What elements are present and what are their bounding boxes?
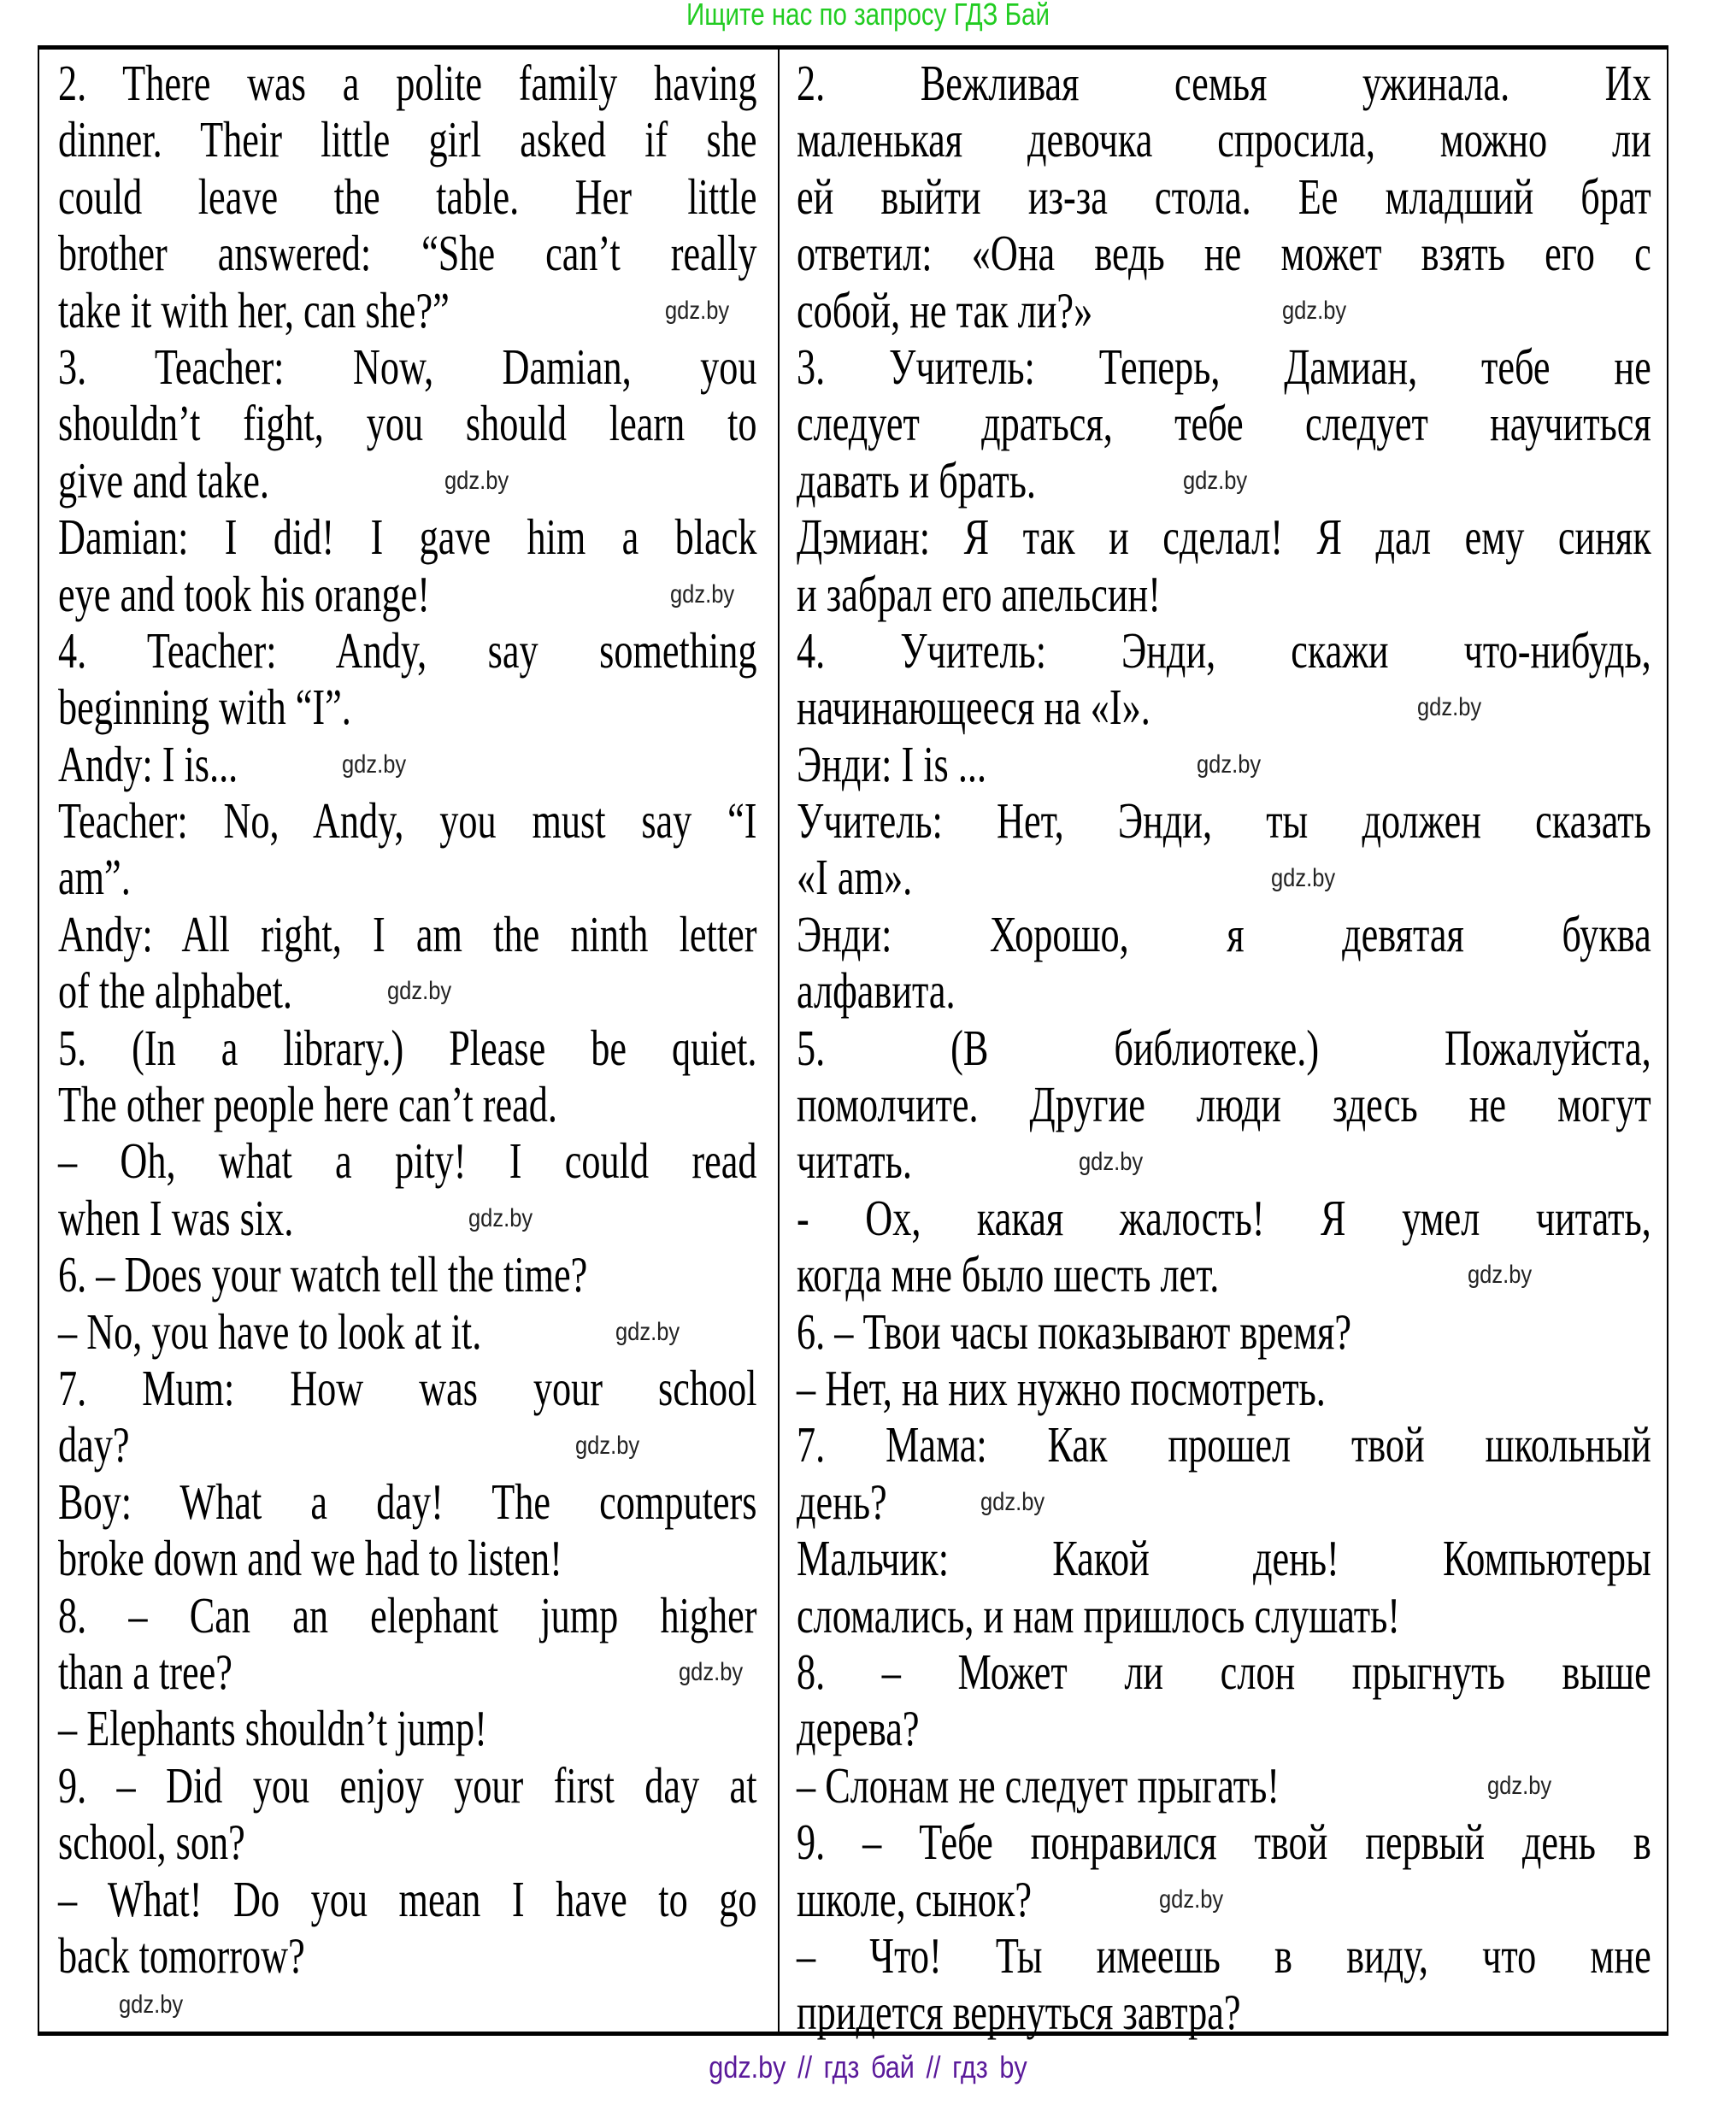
- text-line: back tomorrow?: [58, 1926, 305, 1984]
- text-line: dinner. Their little girl asked if she: [58, 111, 757, 168]
- text-line: 5. (В библиотеке.) Пожалуйста,: [797, 1019, 1651, 1076]
- translation-table: [38, 45, 1668, 2041]
- text-line: дерева?: [797, 1700, 920, 1757]
- text-line: The other people here can’t read.: [58, 1076, 557, 1133]
- text-line: school, son?: [58, 1814, 245, 1871]
- text-line: 4. Учитель: Энди, скажи что-нибудь,: [797, 621, 1651, 679]
- text-line: Boy: What a day! The computers: [58, 1473, 757, 1530]
- text-line: – Elephants shouldn’t jump!: [58, 1700, 487, 1757]
- text-line: следует драться, тебе следует научиться: [797, 395, 1651, 452]
- text-line: ей выйти из-за стола. Ее младший брат: [797, 168, 1651, 225]
- text-line: 9. – Did you enjoy your first day at: [58, 1756, 757, 1814]
- watermark: gdz.by: [980, 1488, 1045, 1516]
- text-line: Andy: All right, I am the ninth letter: [58, 905, 757, 962]
- text-line: 4. Teacher: Andy, say something: [58, 621, 757, 679]
- text-line: маленькая девочка спросила, можно ли: [797, 111, 1651, 168]
- text-line: – What! Do you mean I have to go: [58, 1870, 757, 1927]
- text-line: 7. Мама: Как прошел твой школьный: [797, 1416, 1651, 1473]
- watermark: gdz.by: [1159, 1885, 1224, 1914]
- text-line: 3. Teacher: Now, Damian, you: [58, 338, 757, 395]
- text-line: Damian: I did! I gave him a black: [58, 509, 757, 566]
- text-line: помолчите. Другие люди здесь не могут: [797, 1076, 1651, 1133]
- text-line: ответил: «Она ведь не может взять его с: [797, 225, 1651, 282]
- watermark: gdz.by: [342, 750, 407, 779]
- text-line: Andy: I is...: [58, 735, 238, 792]
- russian-column: [797, 55, 1651, 2041]
- text-line: give and take.: [58, 451, 269, 509]
- text-line: 2. Вежливая семья ужинала. Их: [797, 55, 1651, 111]
- text-line: am”.: [58, 849, 131, 906]
- text-line: shouldn’t fight, you should learn to: [58, 395, 757, 452]
- text-line: take it with her, can she?”: [58, 281, 450, 338]
- text-line: Teacher: No, Andy, you must say “I: [58, 792, 757, 850]
- text-line: eye and took his orange!: [58, 565, 430, 622]
- text-line: - Ох, какая жалость! Я умел читать,: [797, 1189, 1651, 1246]
- text-line: could leave the table. Her little: [58, 168, 757, 225]
- text-line: 2. There was a polite family having: [58, 55, 757, 111]
- text-line: – Нет, на них нужно посмотреть.: [797, 1359, 1326, 1416]
- text-line: и забрал его апельсин!: [797, 565, 1161, 622]
- watermark: gdz.by: [1468, 1261, 1533, 1289]
- text-line: 3. Учитель: Теперь, Дамиан, тебе не: [797, 338, 1651, 395]
- text-line: 5. (In a library.) Please be quiet.: [58, 1019, 757, 1076]
- site-footer: gdz.by // гдз бай // гдз by: [709, 2049, 1027, 2085]
- text-line: – Слонам не следует прыгать!: [797, 1756, 1280, 1814]
- watermark: gdz.by: [444, 467, 509, 495]
- text-line: 6. – Does your watch tell the time?: [58, 1246, 588, 1303]
- text-line: давать и брать.: [797, 451, 1037, 509]
- text-line: школе, сынок?: [797, 1870, 1033, 1927]
- text-line: алфавита.: [797, 962, 956, 1020]
- text-line: 7. Mum: How was your school: [58, 1359, 757, 1416]
- text-line: – Oh, what a pity! I could read: [58, 1132, 757, 1190]
- text-line: than a tree?: [58, 1643, 232, 1700]
- text-line: when I was six.: [58, 1189, 294, 1246]
- watermark: gdz.by: [1282, 297, 1347, 325]
- text-line: of the alphabet.: [58, 962, 292, 1020]
- watermark: gdz.by: [665, 297, 730, 325]
- watermark: gdz.by: [1271, 864, 1336, 892]
- text-line: brother answered: “She can’t really: [58, 225, 757, 282]
- watermark: gdz.by: [1079, 1148, 1144, 1176]
- text-line: начинающееся на «I».: [797, 679, 1150, 736]
- text-line: собой, не так ли?»: [797, 281, 1093, 338]
- english-column: [58, 55, 757, 1984]
- text-line: Мальчик: Какой день! Компьютеры: [797, 1530, 1651, 1587]
- text-line: 9. – Тебе понравился твой первый день в: [797, 1814, 1651, 1871]
- text-line: day?: [58, 1416, 130, 1473]
- watermark: gdz.by: [1183, 467, 1248, 495]
- text-line: сломались, и нам пришлось слушать!: [797, 1586, 1400, 1644]
- text-line: читать.: [797, 1132, 912, 1190]
- text-line: 8. – Can an elephant jump higher: [58, 1586, 757, 1644]
- watermark: gdz.by: [1417, 693, 1482, 721]
- text-line: – No, you have to look at it.: [58, 1302, 482, 1360]
- watermark: gdz.by: [1197, 750, 1262, 779]
- text-line: день?: [797, 1473, 887, 1530]
- text-line: придется вернуться завтра?: [797, 1984, 1241, 2041]
- text-line: Энди: Хорошо, я девятая буква: [797, 905, 1651, 962]
- text-line: – Что! Ты имеешь в виду, что мне: [797, 1926, 1651, 1984]
- column-divider: [778, 50, 780, 2032]
- text-line: «I am».: [797, 849, 913, 906]
- watermark: gdz.by: [679, 1658, 744, 1686]
- text-line: 6. – Твои часы показывают время?: [797, 1302, 1352, 1360]
- watermark: gdz.by: [615, 1318, 680, 1346]
- text-line: Учитель: Нет, Энди, ты должен сказать: [797, 792, 1651, 850]
- site-banner: Ищите нас по запросу ГДЗ Бай: [686, 0, 1050, 32]
- watermark: gdz.by: [1487, 1772, 1552, 1800]
- text-line: 8. – Может ли слон прыгнуть выше: [797, 1643, 1651, 1700]
- text-line: beginning with “I”.: [58, 679, 351, 736]
- text-line: когда мне было шесть лет.: [797, 1246, 1220, 1303]
- watermark: gdz.by: [387, 977, 452, 1005]
- watermark: gdz.by: [575, 1432, 640, 1460]
- text-line: broke down and we had to listen!: [58, 1530, 562, 1587]
- watermark: gdz.by: [670, 580, 735, 609]
- text-line: Дэмиан: Я так и сделал! Я дал ему синяк: [797, 509, 1651, 566]
- watermark: gdz.by: [468, 1204, 533, 1232]
- text-line: Энди: I is ...: [797, 735, 987, 792]
- watermark: gdz.by: [119, 1990, 184, 2019]
